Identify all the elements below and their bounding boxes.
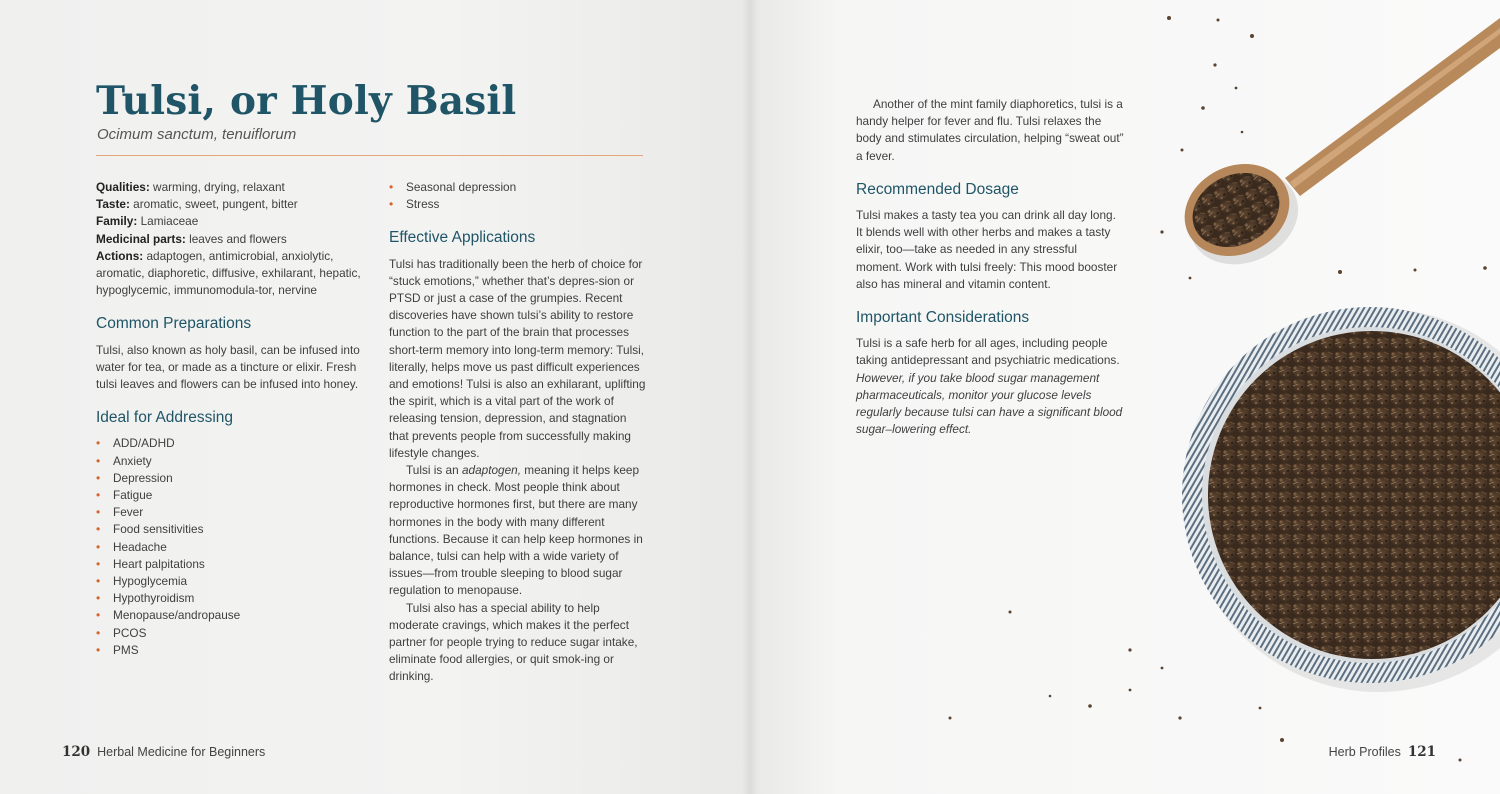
left-column [96,179,361,659]
dosage-heading: Recommended Dosage [856,180,1019,198]
effective-applications-p1: Tulsi has traditionally been the herb of choice for “stuck emotions,” whether that’s depres-sion or PTSD or just a case of the grumpies. Recent discoveries have shown tulsi’s ability to restore function to the part of the brain that processes short-term memory into long-term memory: Tulsi, literally, helps move us past difficult experiences and emotions! Tulsi is also an exhilarant, uplifting the spirit, which is a vital part of the work of releasing tension, depression, and stagnation that prevents people from successfully making lifestyle changes. [389,256,646,460]
list-item: • Anxiety [96,453,361,470]
section-title: Herb Profiles [1328,745,1401,759]
considerations-heading: Important Considerations [856,309,1030,327]
right-folio [1329,744,1436,760]
ideal-for-heading: Ideal for Addressing [96,409,234,427]
list-item: • Menopause/andropause [96,607,361,624]
qualities-line [96,179,361,196]
medicinal-parts-value: leaves and flowers [185,231,287,246]
list-item: • ADD/ADHD [96,435,361,452]
right-column [856,96,1124,438]
list-item: • Hypothyroidism [96,590,361,607]
effective-applications-p3: Tulsi also has a special ability to help moderate cravings, which makes it the perfect partner for people trying to reduce sugar intake, eliminate food allergies, or quit smok-ing or drinking. [389,600,638,684]
list-item: • PCOS [96,625,361,642]
list-item: • Seasonal depression [389,179,647,196]
effective-applications-heading: Effective Applications [389,229,536,247]
page-number-left: 120 [62,744,91,760]
medicinal-parts-label: Medicinal parts: [96,231,186,246]
ideal-for-list [96,435,361,659]
actions-value: adaptogen, antimicrobial, anxiolytic, aromatic, diaphoretic, diffusive, exhilarant, hepatic, hypoglycemic, immunomodula-tor, nervine [96,248,361,298]
left-folio [62,744,265,760]
family-label: Family: [96,214,138,229]
list-item: • Fever [96,504,361,521]
actions-line [96,248,361,300]
list-item: • Food sensitivities [96,521,361,538]
considerations-plain: Tulsi is a safe herb for all ages, including people taking antidepressant and psychiatric medications. [856,336,1120,368]
ideal-for-list-continued [389,179,647,213]
considerations-text [856,335,1124,438]
page-title: Tulsi, or Holy Basil [96,78,517,124]
dosage-text: Tulsi makes a tasty tea you can drink all day long. It blends well with other herbs and makes a tasty elixir, too—take as needed in any stressful moment. Work with tulsi freely: This mood booster also has mineral and vitamin content. [856,208,1118,291]
list-item: • Depression [96,470,361,487]
p2-text-end: meaning it helps keep hormones in check. Most people think about reproductive hormones first, but there are many hormones in the body with many different functions. Because it can help keep hormones in balance, tulsi can help with a wide variety of issues—from trouble sleeping to blood sugar regulation to menopause. [389,463,643,598]
family-value: Lamiaceae [137,214,199,229]
list-item: • PMS [96,642,361,659]
list-item: • Fatigue [96,487,361,504]
effective-applications-p2 [389,462,647,600]
common-preparations-heading: Common Preparations [96,315,252,333]
middle-column [389,179,647,686]
qualities-block [96,179,361,299]
p2-italic-term: adaptogen, [461,463,521,478]
actions-label: Actions: [96,248,144,263]
considerations-warning: However, if you take blood sugar management pharmaceuticals, monitor your glucose levels regularly because tulsi can have a significant blood sugar–lowering effect. [856,370,1123,437]
list-item: • Hypoglycemia [96,573,361,590]
list-item: • Headache [96,539,361,556]
taste-line [96,196,361,213]
qualities-value: warming, drying, relaxant [149,180,285,194]
intro-paragraph: Another of the mint family diaphoretics, tulsi is a handy helper for fever and flu. Tulsi relaxes the body and stimulates circulation, helping “sweat out” a fever. [856,97,1124,163]
family-line [96,213,361,230]
page-number-right: 121 [1407,744,1436,760]
qualities-label: Qualities: [96,180,150,194]
list-item: • Heart palpitations [96,556,361,573]
taste-label: Taste: [96,197,130,212]
list-item: • Stress [389,196,647,213]
book-title: Herbal Medicine for Beginners [97,745,266,759]
botanical-name: Ocimum sanctum, tenuiflorum [97,126,297,143]
taste-value: aromatic, sweet, pungent, bitter [129,197,298,212]
common-preparations-text: Tulsi, also known as holy basil, can be infused into water for tea, or made as a tincture or elixir. Fresh tulsi leaves and flowers can be infused into honey. [96,342,360,392]
medicinal-parts-line [96,231,361,248]
p2-text-start: Tulsi is an [406,463,462,478]
title-divider [96,155,643,156]
book-gutter [742,0,758,794]
spoon-handle-highlight [1290,28,1500,188]
